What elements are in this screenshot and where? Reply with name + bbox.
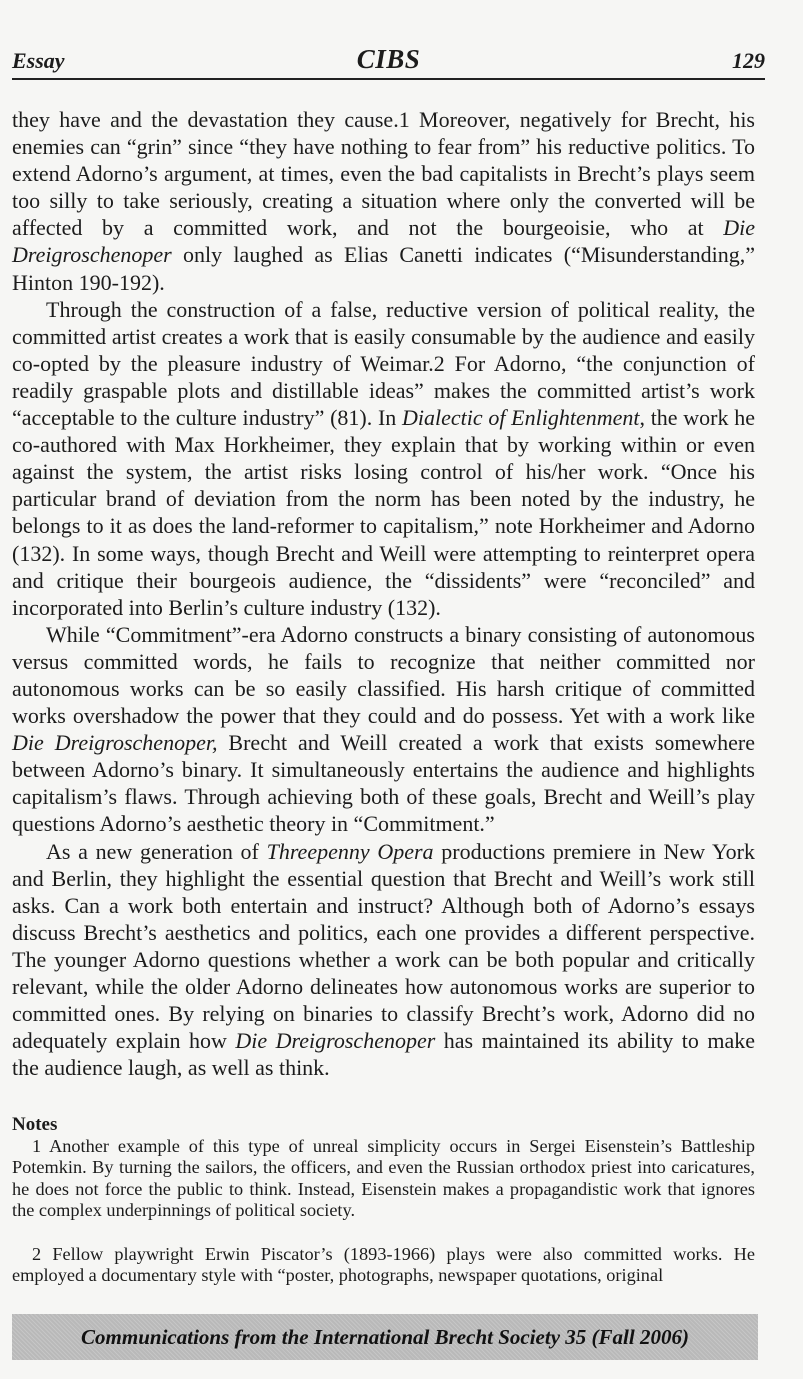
footer-text: Communications from the International Brecht Society 35 (Fall 2006) <box>81 1324 689 1349</box>
section-label: Essay <box>12 48 65 73</box>
text-segment: productions premiere in New York and Berlin, they highlight the essential question that Brecht and Weill’s work still asks. Can a work both entertain and instruct? Although both of Adorno’s essays discuss Brecht’s aesthetics and politics, each one provides a different perspective. The younger Adorno questions whether a work can be both popular and critically relevant, while the older Adorno delineates how autonomous works are superior to committed ones. By relying on binaries to classify Brecht’s work, Adorno did no adequately explain how <box>12 838 755 1054</box>
article-body <box>12 106 755 1081</box>
text-segment: Through the construction of a false, reductive version of political reality, the committed artist creates a work that is easily consumable by the audience and easily co-opted by the pleasure industry of Weimar.2 For Adorno, “the conjunction of readily graspable plots and distillable ideas” makes the committed artist’s work “acceptable to the culture industry” (81). In <box>12 296 755 431</box>
journal-title: CIBS <box>356 44 421 74</box>
italic-title: Die Dreigroschenoper <box>12 215 755 268</box>
page-number: 129 <box>732 48 765 73</box>
paragraph-3 <box>12 621 755 838</box>
note-spacer <box>12 1222 755 1244</box>
notes-section <box>12 1114 755 1287</box>
notes-heading: Notes <box>12 1114 58 1135</box>
journal-footer-banner <box>12 1314 758 1360</box>
text-segment: has maintained its ability to make the audience laugh, as well as think. <box>12 1028 755 1081</box>
paragraph-2 <box>12 296 755 621</box>
italic-title: Die Dreigroschenoper <box>235 1028 436 1054</box>
text-segment: only laughed as Elias Canetti indicates (“Misunderstanding,” Hinton 190-192). <box>12 242 755 295</box>
running-header <box>12 44 765 80</box>
italic-title: Dialectic of Enlightenment <box>402 405 640 431</box>
text-segment: , the work he co-authored with Max Horkheimer, they explain that by working within or even against the system, the artist risks losing control of his/her work. “Once his particular brand of deviation from the norm has been noted by the industry, he belongs to it as does the land-reformer to capitalism,” note Horkheimer and Adorno (132). In some ways, though Brecht and Weill were attempting to reinterpret opera and critique their bourgeois audience, the “dissidents” were “reconciled” and incorporated into Berlin’s culture industry (132). <box>12 405 755 620</box>
paragraph-1 <box>12 106 755 296</box>
text-segment: As a new generation of <box>46 838 267 864</box>
text-segment: Brecht and Weill created a work that exists somewhere between Adorno’s binary. It simultaneously entertains the audience and highlights capitalism’s flaws. Through achieving both of these goals, Brecht and Weill’s play questions Adorno’s aesthetic theory in “Commitment.” <box>12 730 756 837</box>
text-segment: While “Commitment”-era Adorno constructs a binary consisting of autonomous versus committed words, he fails to recognize that neither committed nor autonomous works can be so easily classified. His harsh critique of committed works overshadow the power that they could and do possess. Yet with a work like <box>12 621 755 729</box>
footnote-2: 2 Fellow playwright Erwin Piscator’s (1893-1966) plays were also committed works. He employed a documentary style with “poster, photographs, newspaper quotations, original <box>12 1243 755 1285</box>
italic-title: Threepenny Opera <box>266 838 434 864</box>
paragraph-4 <box>12 838 755 1082</box>
italic-title: Die Dreigroschenoper, <box>12 730 218 756</box>
footnote-1: 1 Another example of this type of unreal simplicity occurs in Sergei Eisenstein’s Battleship Potemkin. By turning the sailors, the officers, and even the Russian orthodox priest into caricatures, he does not force the public to think. Instead, Eisenstein makes a propagandistic work that ignores the complex underpinnings of political society. <box>12 1135 755 1220</box>
text-segment: they have and the devastation they cause.1 Moreover, negatively for Brecht, his enemies can “grin” since “they have nothing to fear from” his reductive politics. To extend Adorno’s argument, at times, even the bad capitalists in Brecht’s plays seem too silly to take seriously, creating a situation where only the converted will be affected by a committed work, and not the bourgeoisie, who at <box>12 107 755 241</box>
